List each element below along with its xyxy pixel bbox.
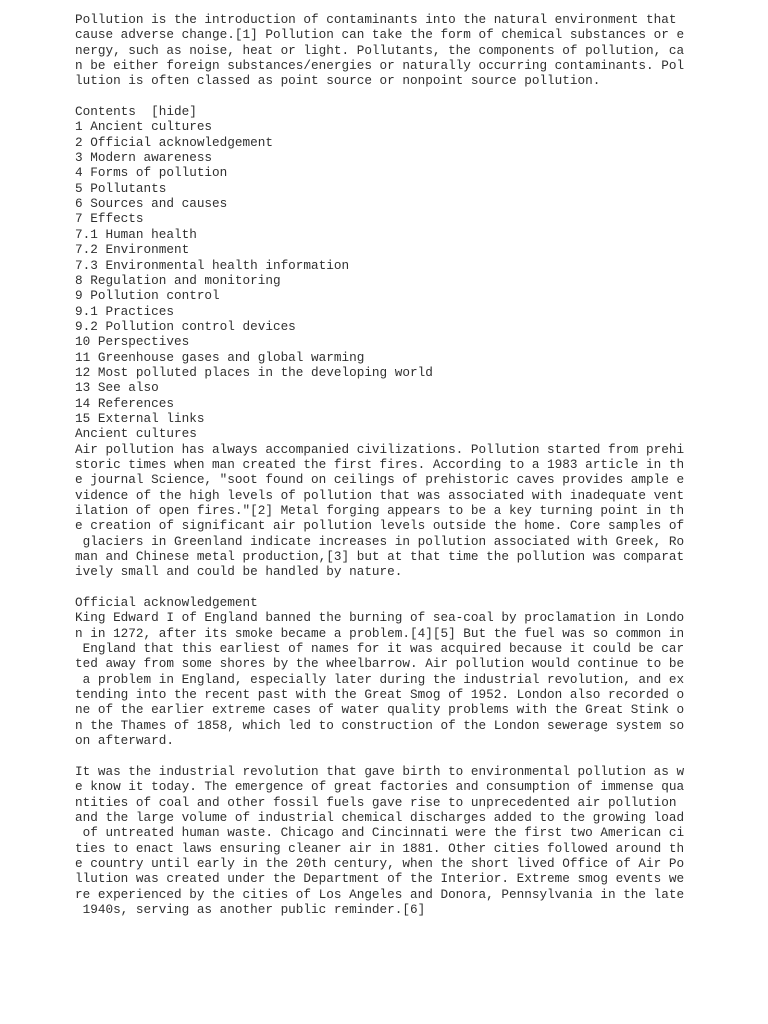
toc-item[interactable]: 9.2 Pollution control devices xyxy=(75,318,296,334)
toc-item[interactable]: 3 Modern awareness xyxy=(75,150,213,166)
toc-item[interactable]: 8 Regulation and monitoring xyxy=(75,272,281,288)
paragraph-line: n the Thames of 1858, which led to construction of the London sewerage system so xyxy=(75,717,685,733)
paragraph-line: and the large volume of industrial chemical discharges added to the growing load xyxy=(75,809,685,825)
paragraph-line: ntities of coal and other fossil fuels gave rise to unprecedented air pollution xyxy=(75,794,677,810)
section-heading: Ancient cultures xyxy=(75,426,197,442)
toc-item[interactable]: 14 References xyxy=(75,395,174,411)
spacer xyxy=(75,580,675,595)
section-ancient-cultures xyxy=(75,426,685,580)
paragraph-line: ilation of open fires."[2] Metal forging appears to be a key turning point in th xyxy=(75,503,685,518)
intro-line: cause adverse change.[1] Pollution can take the form of chemical substances or e xyxy=(75,27,685,43)
industrial-revolution-paragraph xyxy=(75,763,685,917)
paragraph-line: 1940s, serving as another public reminder.[6] xyxy=(75,901,426,917)
paragraph-line: llution was created under the Department of the Interior. Extreme smog events we xyxy=(75,871,685,887)
toc-item[interactable]: 7.1 Human health xyxy=(75,226,197,242)
table-of-contents xyxy=(75,104,675,426)
paragraph-line: It was the industrial revolution that gave birth to environmental pollution as w xyxy=(75,763,685,779)
paragraph-line: vidence of the high levels of pollution that was associated with inadequate vent xyxy=(75,487,685,503)
intro-paragraph xyxy=(75,12,685,89)
toc-item[interactable]: 9.1 Practices xyxy=(75,303,174,319)
paragraph-line: tending into the recent past with the Great Smog of 1952. London also recorded o xyxy=(75,687,685,703)
toc-item[interactable]: 7.2 Environment xyxy=(75,242,190,258)
toc-item[interactable]: 6 Sources and causes xyxy=(75,196,228,212)
toc-item[interactable]: 7 Effects xyxy=(75,211,144,227)
section-heading: Official acknowledgement xyxy=(75,595,258,611)
paragraph-line: e know it today. The emergence of great factories and consumption of immense qua xyxy=(75,779,685,795)
spacer xyxy=(75,89,675,104)
paragraph-line: n in 1272, after its smoke became a problem.[4][5] But the fuel was so common in xyxy=(75,625,685,641)
paragraph-line: e country until early in the 20th century, when the short lived Office of Air Po xyxy=(75,855,685,871)
paragraph-line: England that this earliest of names for it was acquired because it could be car xyxy=(75,641,685,657)
paragraph-line: re experienced by the cities of Los Angeles and Donora, Pennsylvania in the late xyxy=(75,886,685,902)
toc-item[interactable]: 2 Official acknowledgement xyxy=(75,134,273,150)
intro-line: lution is often classed as point source or nonpoint source pollution. xyxy=(75,73,601,89)
toc-item[interactable]: 10 Perspectives xyxy=(75,334,190,350)
toc-item[interactable]: 12 Most polluted places in the developing world xyxy=(75,364,433,380)
toc-item[interactable]: 9 Pollution control xyxy=(75,288,220,304)
intro-line: n be either foreign substances/energies or naturally occurring contaminants. Pol xyxy=(75,58,685,74)
paragraph-line: on afterward. xyxy=(75,733,174,749)
document-body xyxy=(75,12,685,917)
toc-item[interactable]: 7.3 Environmental health information xyxy=(75,257,350,273)
toc-item[interactable]: 1 Ancient cultures xyxy=(75,119,213,135)
toc-heading: Contents [hide] xyxy=(75,104,197,120)
paragraph-line: Air pollution has always accompanied civilizations. Pollution started from prehi xyxy=(75,441,685,457)
toc-item[interactable]: 13 See also xyxy=(75,380,159,396)
paragraph-line: glaciers in Greenland indicate increases in pollution associated with Greek, Ro xyxy=(75,533,685,549)
paragraph-line: e journal Science, "soot found on ceilings of prehistoric caves provides ample e xyxy=(75,472,685,488)
paragraph-line: man and Chinese metal production,[3] but at that time the pollution was comparat xyxy=(75,549,685,565)
paragraph-line: e creation of significant air pollution levels outside the home. Core samples of xyxy=(75,518,685,534)
paragraph-line: ively small and could be handled by nature. xyxy=(75,564,403,580)
toc-item[interactable]: 5 Pollutants xyxy=(75,180,167,196)
paragraph-line: a problem in England, especially later during the industrial revolution, and ex xyxy=(75,671,685,687)
spacer xyxy=(75,749,675,764)
paragraph-line: ties to enact laws ensuring cleaner air in 1881. Other cities followed around th xyxy=(75,840,685,856)
paragraph-line: ne of the earlier extreme cases of water quality problems with the Great Stink o xyxy=(75,702,685,718)
paragraph-line: storic times when man created the first fires. According to a 1983 article in th xyxy=(75,456,685,472)
toc-item[interactable]: 11 Greenhouse gases and global warming xyxy=(75,349,365,365)
intro-line: Pollution is the introduction of contaminants into the natural environment that xyxy=(75,12,677,27)
intro-line: nergy, such as noise, heat or light. Pollutants, the components of pollution, ca xyxy=(75,42,685,58)
paragraph-line: of untreated human waste. Chicago and Cincinnati were the first two American ci xyxy=(75,825,685,841)
section-official-acknowledgement xyxy=(75,595,685,749)
toc-item[interactable]: 4 Forms of pollution xyxy=(75,165,228,181)
paragraph-line: ted away from some shores by the wheelbarrow. Air pollution would continue to be xyxy=(75,656,685,672)
toc-item[interactable]: 15 External links xyxy=(75,410,205,426)
paragraph-line: King Edward I of England banned the burning of sea-coal by proclamation in Londo xyxy=(75,610,685,626)
